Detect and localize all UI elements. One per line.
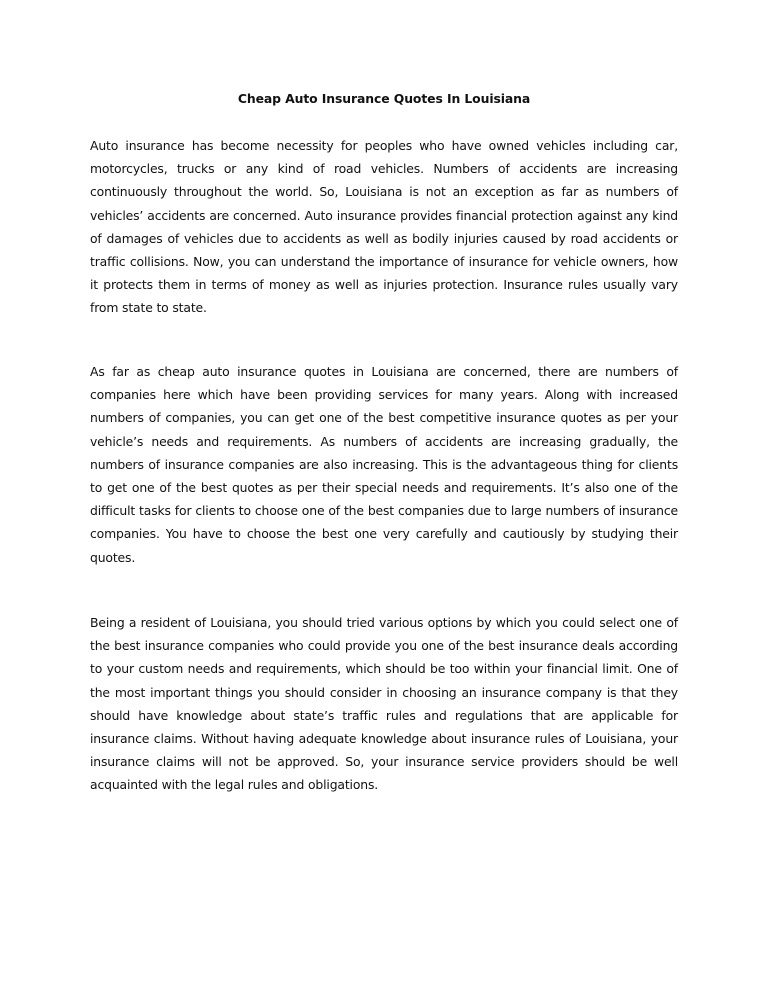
paragraph-1: Auto insurance has become necessity for peoples who have owned vehicles including car, motorcycles, trucks or any kind of road vehicles. Numbers of accidents are increasing continuously throughout the world. So, Louisiana is not an exception as far as numbers of vehicles’ accidents are concerned. Auto insurance provides financial protection against any kind of damages of vehicles due to accidents as well as bodily injuries caused by road accidents or traffic collisions. Now, you can understand the importance of insurance for vehicle owners, how it protects them in terms of money as well as injuries protection. Insurance rules usually vary from state to state. (90, 138, 678, 316)
paragraph-2: As far as cheap auto insurance quotes in Louisiana are concerned, there are numbers of companies here which have been providing services for many years. Along with increased numbers of companies, you can get one of the best competitive insurance quotes as per your vehicle’s needs and requirements. As numbers of accidents are increasing gradually, the numbers of insurance companies are also increasing. This is the advantageous thing for clients to get one of the best quotes as per their special needs and requirements. It’s also one of the difficult tasks for clients to choose one of the best companies due to large numbers of insurance companies. You have to choose the best one very carefully and cautiously by studying their quotes. (90, 364, 678, 565)
paragraph-3: Being a resident of Louisiana, you should tried various options by which you could select one of the best insurance companies who could provide you one of the best insurance deals according to your custom needs and requirements, which should be too within your financial limit. One of the most important things you should consider in choosing an insurance company is that they should have knowledge about state’s traffic rules and regulations that are applicable for insurance claims. Without having adequate knowledge about insurance rules of Louisiana, your insurance claims will not be approved. So, your insurance service providers should be well acquainted with the legal rules and obligations. (90, 615, 678, 793)
document-title: Cheap Auto Insurance Quotes In Louisiana (237, 91, 531, 106)
